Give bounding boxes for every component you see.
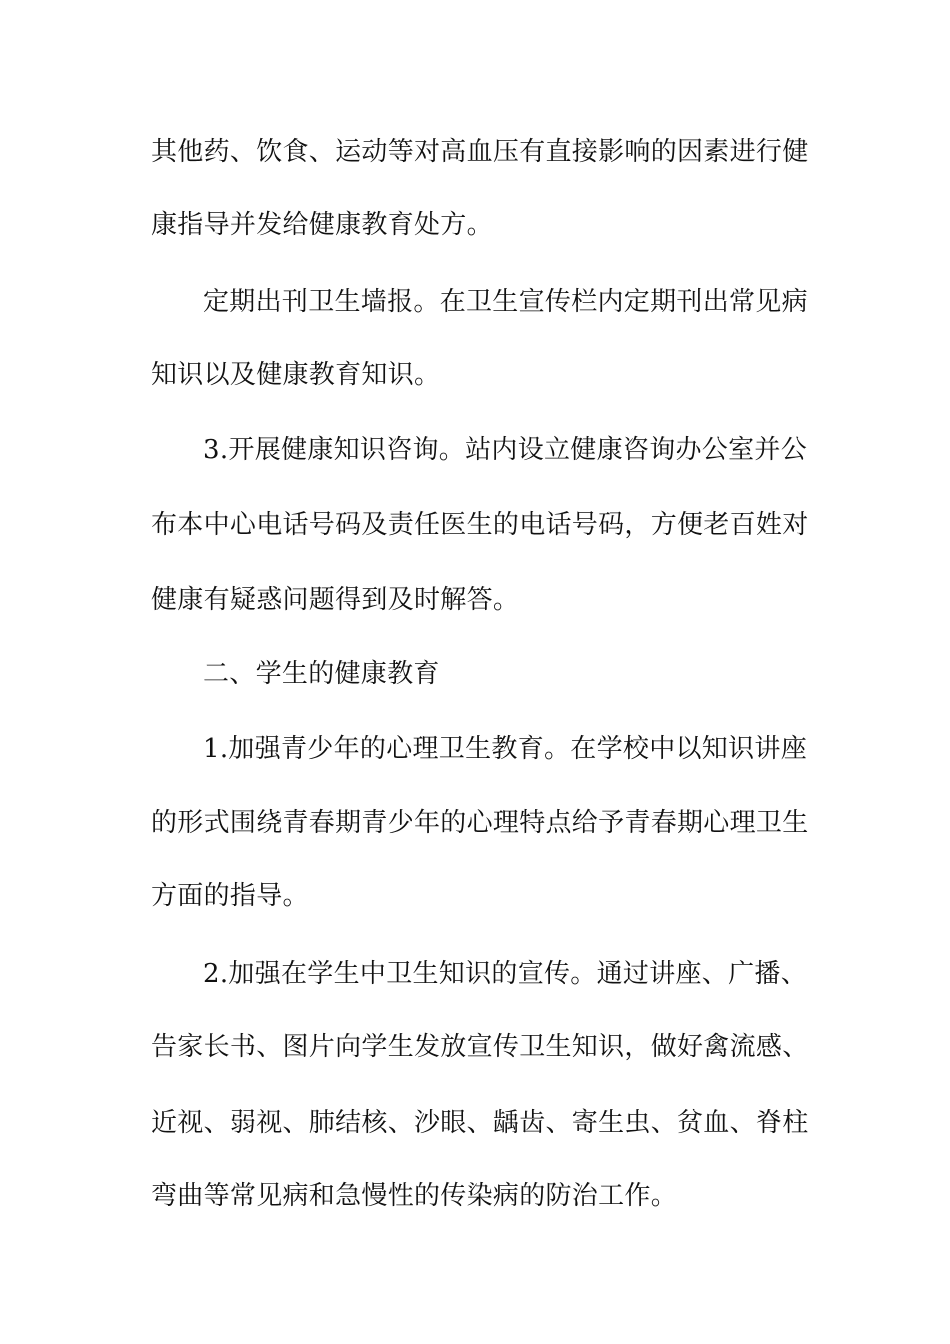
text-line: 弯曲等常见病和急慢性的传染病的防治工作。 [151,1181,678,1211]
text-line: 健康有疑惑问题得到及时解答。 [151,585,520,615]
text-line: 告家长书、图片向学生发放宣传卫生知识，做好禽流感、 [151,1032,809,1062]
paragraph-start: 3.开展健康知识咨询。站内设立健康咨询办公室并公 [203,435,808,465]
text-line: 知识以及健康教育知识。 [151,360,441,390]
text-line: 方面的指导。 [151,881,309,911]
text-line: 其他药、饮食、运动等对高血压有直接影响的因素进行健 [151,137,809,167]
paragraph-start: 2.加强在学生中卫生知识的宣传。通过讲座、广播、 [203,959,808,989]
paragraph-start: 1.加强青少年的心理卫生教育。在学校中以知识讲座 [203,734,808,764]
paragraph-start: 定期出刊卫生墙报。在卫生宣传栏内定期刊出常见病 [203,287,808,317]
text-line: 的形式围绕青春期青少年的心理特点给予青春期心理卫生 [151,808,809,838]
text-line: 近视、弱视、肺结核、沙眼、龋齿、寄生虫、贫血、脊柱 [151,1108,809,1138]
text-line: 布本中心电话号码及责任医生的电话号码，方便老百姓对 [151,510,809,540]
text-line: 康指导并发给健康教育处方。 [151,210,493,240]
section-heading: 二、学生的健康教育 [203,659,440,689]
